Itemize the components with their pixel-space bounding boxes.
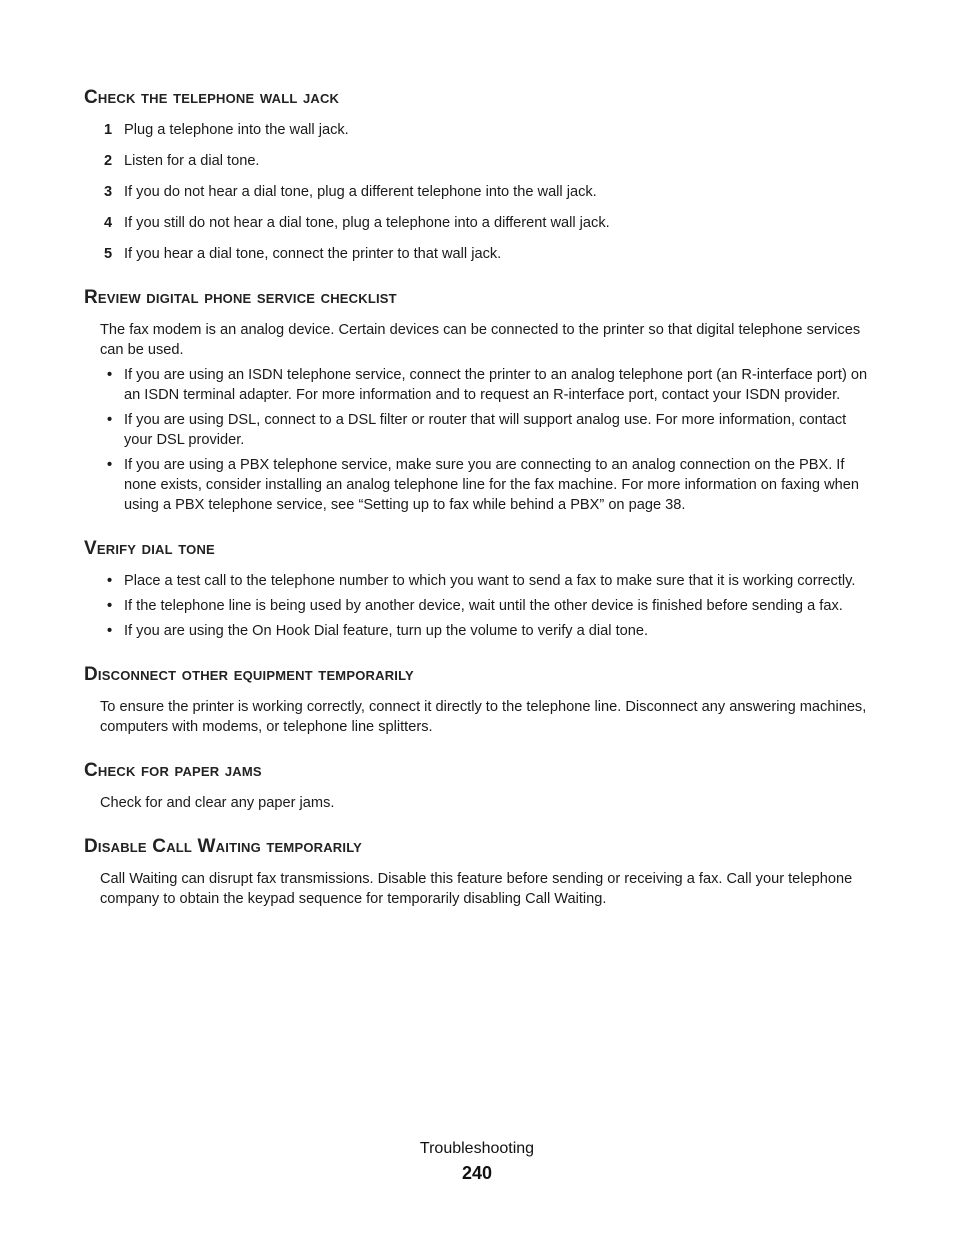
step-text: If you still do not hear a dial tone, plug a telephone into a different wall jack. [124, 215, 610, 231]
bullet-item [84, 596, 874, 616]
section-paper-jams [84, 759, 874, 813]
section-heading: Disconnect other equipment temporarily [84, 664, 414, 685]
section-digital-phone-checklist [84, 286, 874, 515]
bullet-icon: • [107, 598, 113, 614]
step-item [84, 120, 874, 140]
section-intro: The fax modem is an analog device. Certain devices can be connected to the printer so that digital telephone services can be used. [100, 322, 861, 358]
page-number: 240 [461, 1163, 493, 1183]
bullet-list [84, 571, 874, 641]
section-heading: Review digital phone service checklist [84, 287, 397, 308]
section-intro: Check for and clear any paper jams. [100, 795, 335, 811]
step-text: If you hear a dial tone, connect the printer to that wall jack. [124, 246, 502, 262]
step-number: 5 [104, 246, 113, 262]
bullet-text: If the telephone line is being used by another device, wait until the other device is finished before sending a fax. [124, 598, 843, 614]
bullet-icon: • [107, 367, 113, 383]
section-heading: Disable Call Waiting temporarily [84, 836, 363, 857]
bullet-list [84, 365, 874, 515]
step-text: If you do not hear a dial tone, plug a different telephone into the wall jack. [124, 184, 597, 200]
section-verify-dial-tone [84, 537, 874, 641]
bullet-item [84, 410, 874, 450]
bullet-text: If you are using the On Hook Dial feature, turn up the volume to verify a dial tone. [124, 623, 649, 639]
bullet-item [84, 571, 874, 591]
bullet-text: If you are using a PBX telephone service, make sure you are connecting to an analog connection on the PBX. If none exists, consider installing an analog telephone line for the fax machine. For more information on faxing when using a PBX telephone service, see “Setting up to fax while behind a PBX” on page 38. [124, 457, 859, 513]
bullet-icon: • [107, 457, 113, 473]
step-item [84, 151, 874, 171]
bullet-icon: • [107, 412, 113, 428]
section-heading: Check the telephone wall jack [84, 87, 340, 108]
section-check-wall-jack [84, 86, 874, 264]
section-heading: Verify dial tone [84, 538, 215, 559]
step-item [84, 213, 874, 233]
step-number: 4 [104, 215, 113, 231]
bullet-item [84, 365, 874, 405]
step-number: 3 [104, 184, 113, 200]
bullet-text: If you are using DSL, connect to a DSL filter or router that will support analog use. For more information, contact your DSL provider. [124, 412, 847, 448]
step-list [84, 120, 874, 264]
document-body [84, 86, 874, 931]
section-disconnect-equipment [84, 663, 874, 737]
bullet-item [84, 455, 874, 515]
section-heading: Check for paper jams [84, 760, 262, 781]
bullet-text: Place a test call to the telephone number to which you want to send a fax to make sure that it is working correctly. [124, 573, 856, 589]
page-footer [0, 1138, 954, 1186]
bullet-icon: • [107, 623, 113, 639]
section-intro: To ensure the printer is working correctly, connect it directly to the telephone line. Disconnect any answering machines, computers with modems, or telephone line splitters. [100, 699, 867, 735]
step-item [84, 182, 874, 202]
section-intro: Call Waiting can disrupt fax transmissions. Disable this feature before sending or receiving a fax. Call your telephone company to obtain the keypad sequence for temporarily disabling Call Waiting. [100, 871, 853, 907]
bullet-text: If you are using an ISDN telephone service, connect the printer to an analog telephone port (an R-interface port) on an ISDN terminal adapter. For more information and to request an R-interface port, contact your ISDN provider. [124, 367, 868, 403]
step-number: 2 [104, 153, 113, 169]
footer-chapter-title: Troubleshooting [419, 1140, 535, 1157]
step-number: 1 [104, 122, 113, 138]
bullet-icon: • [107, 573, 113, 589]
section-disable-call-waiting [84, 835, 874, 909]
step-text: Plug a telephone into the wall jack. [124, 122, 349, 138]
bullet-item [84, 621, 874, 641]
step-item [84, 244, 874, 264]
step-text: Listen for a dial tone. [124, 153, 260, 169]
